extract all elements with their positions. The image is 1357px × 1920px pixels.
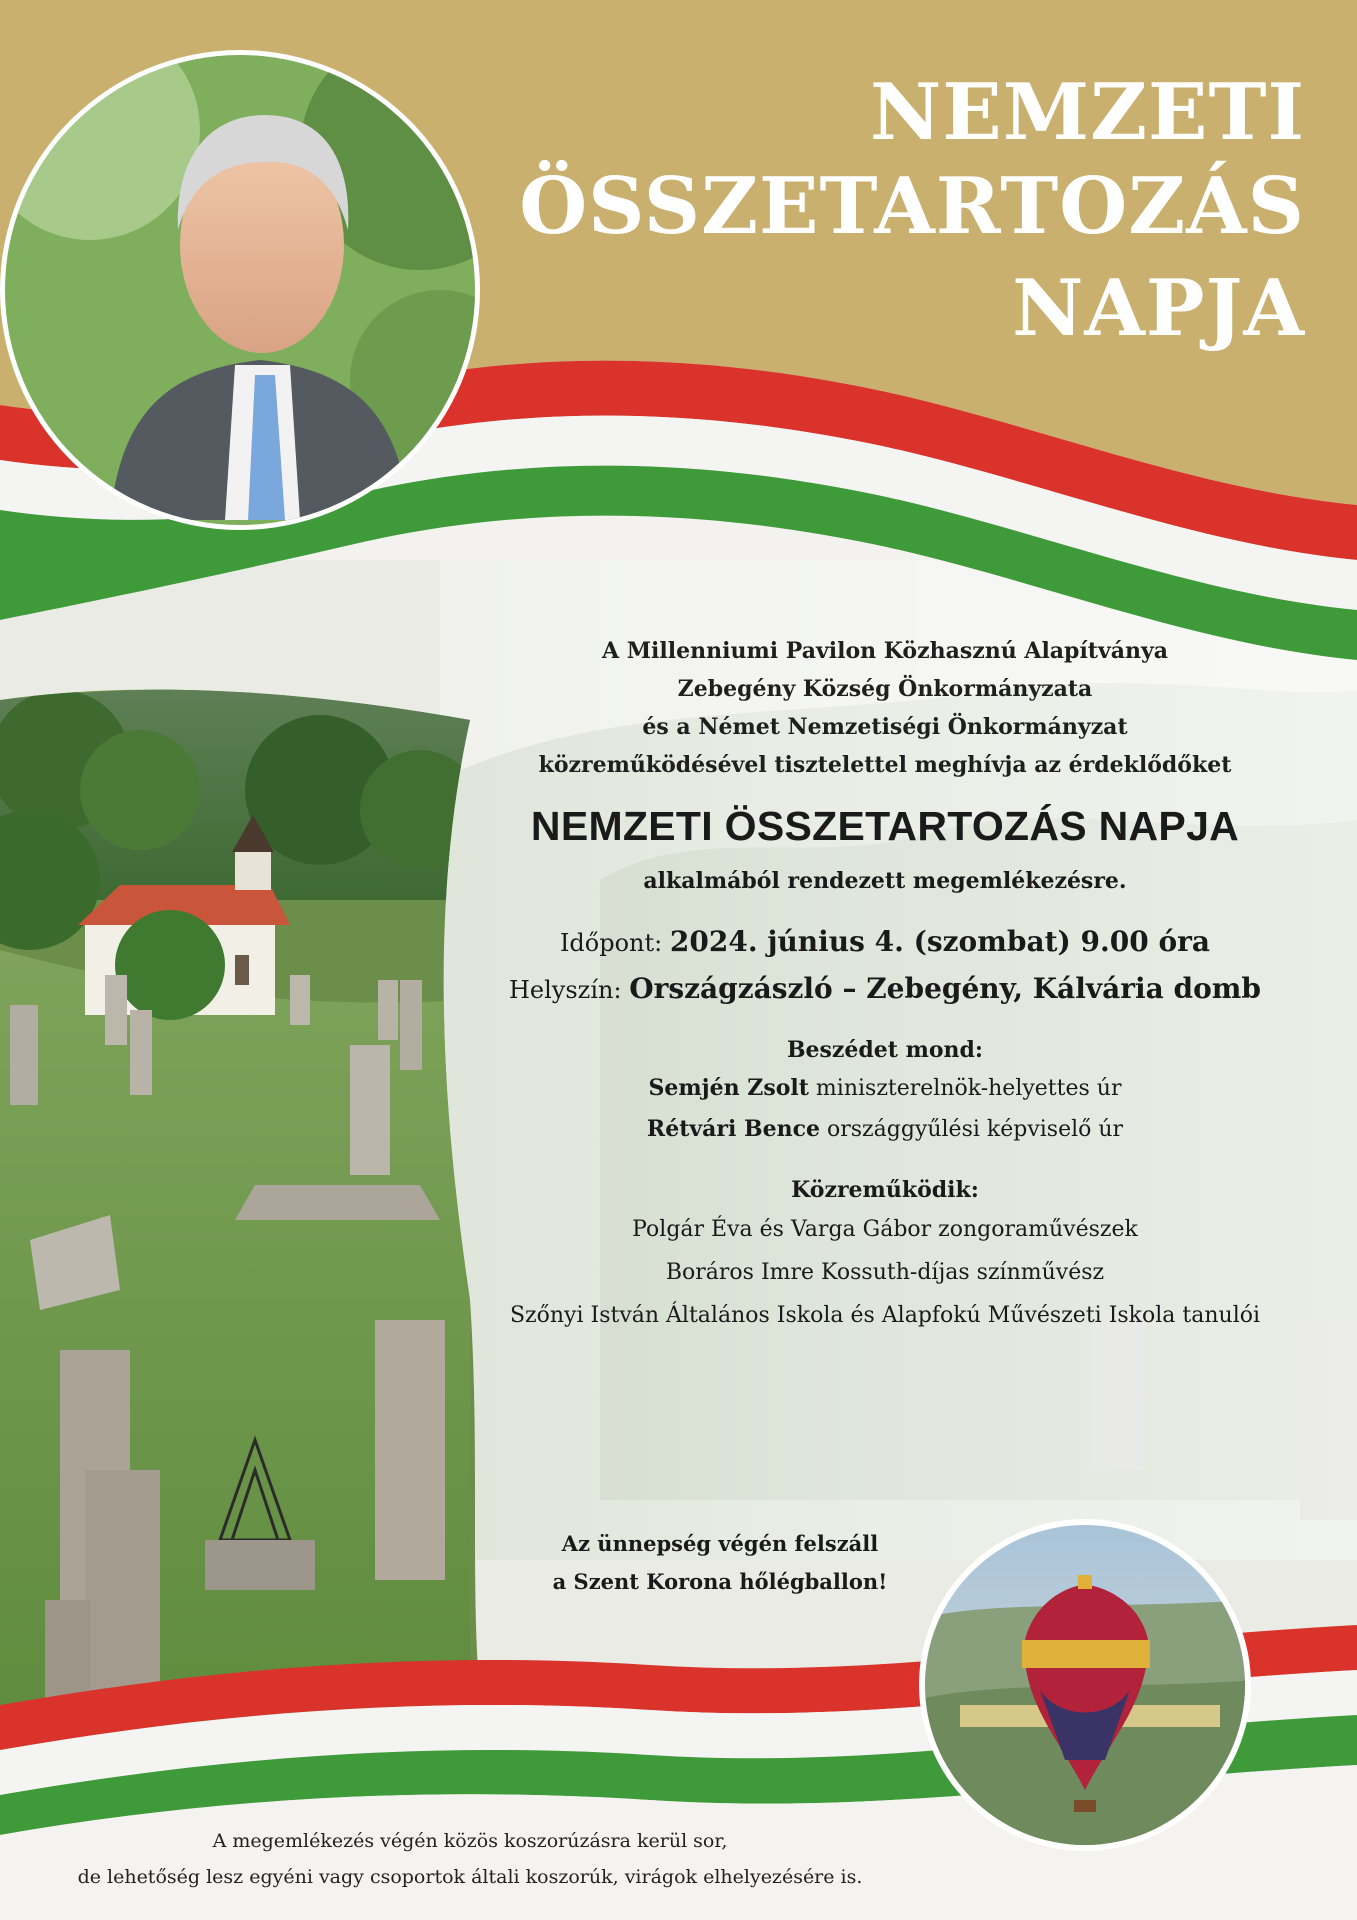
title-line-3: NAPJA — [1012, 263, 1305, 354]
performers-heading: Közreműködik: — [791, 1177, 979, 1203]
speaker-name: Semjén Zsolt — [648, 1075, 809, 1101]
invite-line: közreműködésével tisztelettel meghívja az érdeklődőket — [538, 752, 1232, 778]
event-name: NEMZETI ÖSSZETARTOZÁS NAPJA — [530, 803, 1240, 849]
organizer-line: A Millenniumi Pavilon Közhasznú Alapítványa — [601, 638, 1169, 664]
balloon-note-line-2: a Szent Korona hőlégballon! — [552, 1569, 888, 1594]
place-value: Országzászló – Zebegény, Kálvária domb — [629, 972, 1261, 1005]
footer-line-1: A megemlékezés végén közös koszorúzásra kerül sor, — [212, 1830, 728, 1852]
balloon-note-line-1: Az ünnepség végén felszáll — [561, 1531, 879, 1556]
title-line-1: NEMZETI — [869, 67, 1305, 158]
organizer-line: Zebegény Község Önkormányzata — [677, 676, 1093, 702]
speaker-role: országgyűlési képviselő úr — [827, 1117, 1124, 1142]
balloon-note — [500, 1525, 940, 1601]
time-row — [445, 922, 1325, 963]
performer-line: Boráros Imre Kossuth-díjas színművész — [665, 1260, 1105, 1285]
place-row — [445, 969, 1325, 1010]
speaker-row — [445, 1068, 1325, 1109]
time-value: 2024. június 4. (szombat) 9.00 óra — [669, 925, 1211, 958]
footer-note — [0, 1823, 940, 1895]
time-label: Időpont: — [559, 929, 663, 957]
speaker-row — [445, 1109, 1325, 1150]
footer-line-2: de lehetőség lesz egyéni vagy csoportok általi koszorúk, virágok elhelyezésére is. — [77, 1866, 863, 1888]
invitation-text — [445, 632, 1325, 1337]
speakers-heading: Beszédet mond: — [786, 1037, 984, 1063]
speaker-name: Rétvári Bence — [646, 1116, 820, 1142]
performer-line: Szőnyi István Általános Iskola és Alapfokú Művészeti Iskola tanulói — [509, 1303, 1261, 1328]
place-label: Helyszín: — [509, 976, 622, 1004]
speaker-role: miniszterelnök-helyettes úr — [815, 1076, 1122, 1101]
title-line-2: ÖSSZETARTOZÁS — [519, 161, 1305, 252]
organizer-line: és a Német Nemzetiségi Önkormányzat — [642, 714, 1128, 740]
occasion-text: alkalmából rendezett megemlékezésre. — [643, 868, 1127, 894]
performer-line: Polgár Éva és Varga Gábor zongoraművészek — [632, 1217, 1138, 1242]
